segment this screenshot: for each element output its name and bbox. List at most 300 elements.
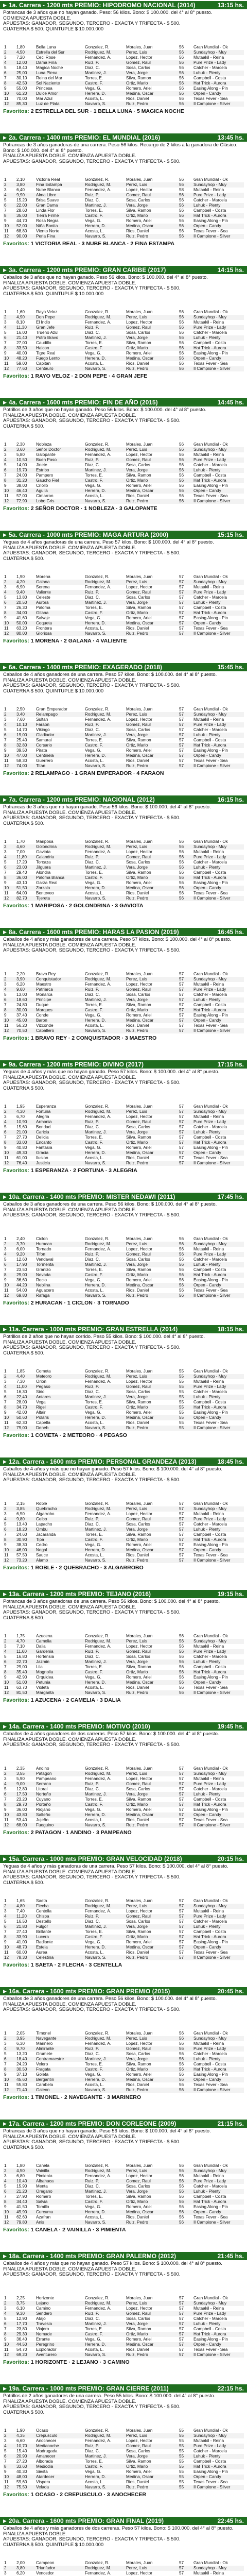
table-row <box>3 224 244 229</box>
entry-weight: 57 <box>179 1797 184 1802</box>
entry-trainer: Ortiz, Mario <box>125 2464 178 2469</box>
entry-number: 10 <box>3 886 15 891</box>
entry-weight: 56 <box>179 55 184 60</box>
entry-horse: Tornado <box>36 1247 51 1251</box>
entry-pedigree: Sundayhop - Muy <box>192 1771 244 1776</box>
table-row <box>3 1114 244 1120</box>
entry-pedigree: Orpen - Candy <box>192 1680 244 1685</box>
entry-horse: Viajero <box>36 2327 49 2331</box>
entry-jockey: Martinez, J. <box>84 1924 125 1929</box>
entry-trainer: Sosa, Carlos <box>126 198 150 202</box>
entry-pedigree: Gran Mundial - Ok <box>193 2296 228 2300</box>
entry-horse: Dama Fina <box>35 60 84 65</box>
table-row <box>3 1156 244 1161</box>
entry-weight: 57 <box>179 1950 184 1955</box>
entry-odds: 29,00 <box>15 1273 35 1278</box>
entry-trainer: Silva, Ramon <box>126 1400 151 1404</box>
entry-jockey: Diaz, C. <box>85 992 100 997</box>
entry-jockey: Diaz, C. <box>85 595 100 600</box>
entry-odds: 17,90 <box>15 1262 35 1267</box>
entry-trainer: Ortiz, Mario <box>125 2199 178 2205</box>
entry-weight: 57 <box>178 1823 192 1828</box>
entry-jockey: Vega, G. <box>85 2205 101 2209</box>
entry-pedigree: Luhuk - Plenty <box>192 335 244 341</box>
entry-horse: Luna Plena <box>35 71 84 76</box>
entry-jockey: Herrera, D. <box>84 488 125 494</box>
entry-pedigree: Sundayhop - Muy <box>192 1374 244 1379</box>
race-conditions: Potrillos de 3 años que no hayan ganado. Peso 56 kilos. Bono: $ 100.000. del 4° al 8° puesto. FINALIZA APUESTA DOBLE. COMIENZA APUESTA DOBLE. APUESTAS: GANADOR, SEGUNDO, TERCERO - EXACTA Y TRIFECTA - $ 500. CUATERNA $ 500. <box>3 408 206 429</box>
entry-horse: Gaviota <box>36 850 51 854</box>
entry-horse: Lapacho <box>36 1522 52 1527</box>
table-row <box>3 1405 244 1410</box>
entry-odds: 2,05 <box>16 2031 25 2036</box>
entries-table <box>3 45 244 107</box>
entry-pedigree: Hat Trick - Aurora <box>192 1802 244 1807</box>
entry-jockey: Diaz, C. <box>85 2316 100 2321</box>
entry-trainer: Morales, Juan <box>126 1899 153 1903</box>
race-time: 22:15 hs. <box>217 2385 244 2392</box>
table-row <box>3 346 244 351</box>
entry-horse: Benteveo <box>36 891 54 895</box>
entry-trainer: Romero, Ariel <box>126 218 152 223</box>
entry-trainer: Perez, Luis <box>125 1109 178 1114</box>
table-row <box>3 1649 244 1654</box>
table-row <box>3 722 244 727</box>
entry-odds: 32,80 <box>15 743 35 748</box>
entry-pedigree: Il Campione - Silver <box>192 1028 244 1033</box>
entry-number: 1 <box>4 45 7 49</box>
entry-jockey: Gonzalez, R. <box>85 1236 110 1241</box>
entry-number: 6 <box>3 468 15 473</box>
entry-trainer: Gomez, Raul <box>125 1649 178 1654</box>
entry-pedigree: Gran Mundial - Ok <box>193 177 228 182</box>
entry-number: 2 <box>3 1109 15 1114</box>
entry-number: 1 <box>4 707 7 711</box>
table-row <box>3 1517 244 1522</box>
entry-number: 5 <box>4 860 7 865</box>
table-row <box>3 2057 244 2062</box>
entry-horse: Caudillo <box>36 341 51 345</box>
table-row <box>3 992 244 997</box>
entry-weight: 56 <box>179 452 184 457</box>
table-row <box>3 2088 244 2093</box>
entry-horse: Orion <box>36 1379 47 1384</box>
entry-pedigree: Hat Trick - Aurora <box>192 213 244 218</box>
entry-trainer: Ortiz, Mario <box>125 213 178 218</box>
entry-pedigree: Easing Along - Pin <box>193 1807 228 1812</box>
race-time: 17:45 hs. <box>217 1193 244 1200</box>
entry-trainer: Sosa, Carlos <box>126 1389 150 1394</box>
entry-trainer: Morales, Juan <box>126 1501 153 1506</box>
table-row <box>3 2031 244 2036</box>
entry-jockey: Gonzalez, R. <box>85 177 110 182</box>
entry-weight: 57 <box>179 717 184 722</box>
entry-weight: 56 <box>178 325 192 330</box>
entry-pedigree: Gran Mundial - Ok <box>193 442 228 447</box>
entry-odds: 55,00 <box>16 86 27 91</box>
favorites-line <box>3 903 244 909</box>
favorites-label: Favoritos: <box>3 770 29 776</box>
table-row <box>3 1506 244 1512</box>
entry-number: 10 <box>3 621 15 626</box>
table-row <box>3 2072 244 2077</box>
table-row <box>3 2306 244 2311</box>
race-time: 13:15 hs. <box>217 2 244 9</box>
entry-odds: 12,90 <box>16 2316 27 2321</box>
entry-odds: 35,00 <box>15 213 35 218</box>
entry-horse: Tifon <box>35 1252 84 1257</box>
entry-jockey: Fernandez, A. <box>85 982 111 987</box>
entry-weight: 56 <box>178 2057 192 2062</box>
favorites-label: Favoritos: <box>3 2359 29 2365</box>
entry-odds: 5,80 <box>16 452 25 457</box>
entry-weight: 56 <box>178 457 192 463</box>
race-section <box>0 1324 247 1456</box>
entry-number: 10 <box>3 1680 15 1685</box>
entry-number: 3 <box>4 452 7 457</box>
entry-odds: 24,80 <box>16 1003 27 1007</box>
entry-weight: 56 <box>179 320 184 325</box>
table-row <box>3 91 244 96</box>
entry-pedigree: Catcher - Marcela <box>193 463 227 467</box>
entry-weight: 56 <box>179 2194 184 2199</box>
table-row <box>3 1532 244 1537</box>
entry-jockey: Castro, F. <box>84 2199 125 2205</box>
entry-pedigree: Hat Trick - Aurora <box>192 2464 244 2469</box>
entry-weight: 57 <box>178 2352 192 2358</box>
entry-weight: 55 <box>178 1374 192 1379</box>
entry-weight: 57 <box>179 1909 184 1913</box>
entry-odds: 70,50 <box>15 1028 35 1033</box>
race-header <box>0 2517 247 2525</box>
entry-horse: Sol Naciente <box>35 81 84 86</box>
entry-number: 10 <box>3 1018 15 1023</box>
table-row <box>3 198 244 203</box>
entry-weight: 57 <box>179 1104 184 1109</box>
entry-jockey: Martinez, J. <box>84 600 125 605</box>
entry-horse: Buen Paso <box>35 457 84 463</box>
entry-number: 7 <box>4 2327 7 2331</box>
entry-pedigree: Easing Along - Pin <box>193 351 228 355</box>
entry-odds: 55,80 <box>16 2082 27 2087</box>
entry-trainer: Sosa, Carlos <box>126 330 150 335</box>
table-row <box>3 2342 244 2347</box>
entry-jockey: Martinez, J. <box>84 1130 125 1135</box>
table-row <box>3 2036 244 2041</box>
entry-horse: Señor Doctor <box>35 447 84 452</box>
entry-jockey: Ruiz, P. <box>84 457 125 463</box>
entry-jockey: Castro, F. <box>84 1008 125 1013</box>
entry-horse: Velada <box>35 2485 84 2490</box>
entry-number: 10 <box>3 2210 15 2215</box>
entry-jockey: Herrera, D. <box>84 1283 125 1288</box>
entry-horse: Lobo Gris <box>35 499 84 504</box>
entry-horse: Celeste <box>36 595 50 600</box>
race-section <box>0 530 247 662</box>
entry-weight: 56 <box>179 2174 184 2178</box>
entry-jockey: Vega, G. <box>85 880 101 885</box>
entry-horse: Marques <box>35 1008 84 1013</box>
entry-trainer: Rios, Daniel <box>126 2347 149 2352</box>
entry-horse: Errante <box>36 2337 50 2342</box>
entry-odds: 6,60 <box>16 2438 25 2443</box>
entry-number: 5 <box>4 1654 7 1659</box>
entry-pedigree: Catcher - Marcela <box>193 65 227 70</box>
entry-pedigree: Hat Trick - Aurora <box>192 478 244 483</box>
entry-horse: Delicia <box>36 1135 49 1140</box>
entry-trainer: Ortiz, Mario <box>125 1273 178 1278</box>
entry-pedigree: Catcher - Marcela <box>193 2316 227 2321</box>
entry-horse: Faraon <box>35 722 84 727</box>
entry-jockey: Rodriguez, M. <box>84 2036 125 2041</box>
entry-odds: 20,90 <box>15 2454 35 2459</box>
entry-odds: 23,80 <box>16 2327 27 2331</box>
entry-horse: Vainilla <box>35 2168 84 2174</box>
race-section <box>0 397 247 530</box>
entry-jockey: Castro, F. <box>84 1405 125 1410</box>
entry-jockey: Herrera, D. <box>84 1548 125 1553</box>
favorites-label: Favoritos: <box>3 638 29 644</box>
entry-weight: 56 <box>178 193 192 198</box>
entry-weight: 57 <box>179 2306 184 2311</box>
entry-jockey: Navarro, S. <box>84 764 125 769</box>
entry-odds: 18,40 <box>16 65 27 70</box>
entry-weight: 57 <box>178 590 192 595</box>
entry-trainer: Ortiz, Mario <box>125 1802 178 1807</box>
entry-horse: Sirio <box>36 1389 45 1394</box>
entry-odds: 42,00 <box>16 1410 27 1415</box>
entry-horse: Rocio <box>36 1278 47 1282</box>
entry-pedigree: Il Campione - Silver <box>192 1426 244 1431</box>
entry-pedigree: Gran Mundial - Ok <box>193 707 228 711</box>
entry-horse: Azucena <box>36 1634 52 1638</box>
favorites-value: 1 SAETA · 2 FLECHA · 3 CENTELLA <box>30 1962 122 1968</box>
table-row <box>3 2301 244 2306</box>
table-row <box>3 1782 244 1787</box>
entry-jockey: Torres, E. <box>85 738 103 742</box>
entry-number: 11 <box>4 1023 9 1028</box>
entry-odds: 1,60 <box>16 310 25 314</box>
race-conditions: Caballos de 3 años ganadores de una carrera. Peso 56 kilos. Bono: $ 100.000. del 4° al 8° puesto. FINALIZA APUESTA DOBLE. COMIENZA APUESTA DOBLE. APUESTAS: GANADOR, SEGUNDO, TERCERO - EXACTA Y TRIFECTA - $ 500. <box>3 1996 217 2012</box>
entry-pedigree: Il Campione - Silver <box>192 101 244 107</box>
entry-odds: 3,80 <box>15 182 35 188</box>
favorites-value: 1 VICTORIA REAL · 3 NUBE BLANCA · 2 FINA ESTAMPA <box>30 241 174 247</box>
entry-horse: Tipa <box>35 1537 84 1543</box>
entry-jockey: Acosta, L. <box>85 2347 104 2352</box>
entry-odds: 61,20 <box>15 91 35 96</box>
race-time: 22:45 hs. <box>217 2517 244 2524</box>
entry-number: 5 <box>4 2052 7 2056</box>
entry-odds: 19,70 <box>15 468 35 473</box>
entry-number: 2 <box>3 844 15 850</box>
entry-number: 9 <box>4 1675 7 1680</box>
entry-jockey: Herrera, D. <box>84 356 125 361</box>
entry-pedigree: Gran Mundial - Ok <box>193 1369 228 1374</box>
entry-pedigree: Sundayhop - Muy <box>192 977 244 982</box>
entry-jockey: Fernandez, A. <box>85 1114 111 1119</box>
entry-number: 4 <box>3 1914 15 1919</box>
entry-trainer: Ruiz, Pedro <box>125 499 178 504</box>
entry-pedigree: Il Campione - Silver <box>192 2088 244 2093</box>
entry-jockey: Rodriguez, M. <box>84 447 125 452</box>
entry-odds: 9,30 <box>15 2311 35 2316</box>
entry-trainer: Gomez, Raul <box>125 1252 178 1257</box>
entry-pedigree: Gran Mundial - Ok <box>193 1634 228 1638</box>
entry-odds: 29,30 <box>15 2332 35 2337</box>
entry-jockey: Ruiz, P. <box>84 1517 125 1522</box>
entry-trainer: Morales, Juan <box>126 2163 153 2168</box>
entry-weight: 56 <box>178 1659 192 1665</box>
entry-pedigree: Hat Trick - Aurora <box>192 1935 244 1940</box>
entry-number: 2 <box>3 1506 15 1512</box>
entry-pedigree: Sundayhop - Muy <box>192 447 244 452</box>
table-row <box>3 213 244 218</box>
table-row <box>3 1278 244 1283</box>
entry-trainer: Morales, Juan <box>126 574 153 579</box>
entry-number: 8 <box>3 2464 15 2469</box>
entry-horse: Vencedor <box>36 2571 54 2575</box>
entry-pedigree: Catcher - Marcela <box>193 992 227 997</box>
entry-weight: 57 <box>179 2347 184 2352</box>
entry-odds: 41,50 <box>16 2205 27 2209</box>
entry-number: 3 <box>4 55 7 60</box>
entry-trainer: Sosa, Carlos <box>126 992 150 997</box>
entry-weight: 57 <box>179 585 184 589</box>
entry-jockey: Martinez, J. <box>84 1527 125 1532</box>
entry-jockey: Diaz, C. <box>85 860 100 865</box>
entry-trainer: Romero, Ariel <box>126 880 152 885</box>
entry-odds: 78,30 <box>15 1955 35 1960</box>
entry-odds: 44,20 <box>15 1283 35 1288</box>
entry-jockey: Diaz, C. <box>85 727 100 732</box>
entry-jockey: Torres, E. <box>85 1400 103 1404</box>
entry-odds: 37,40 <box>16 1013 27 1018</box>
entry-odds: 6,70 <box>16 1114 25 1119</box>
entry-weight: 56 <box>179 1278 184 1282</box>
entry-horse: Vikingo <box>36 727 50 732</box>
entry-horse: Brillante <box>36 1929 51 1934</box>
entry-weight: 56 <box>178 101 192 107</box>
entry-weight: 55 <box>179 2480 184 2484</box>
entry-weight: 56 <box>178 875 192 880</box>
table-row <box>3 1685 244 1690</box>
entry-trainer: Ruiz, Pedro <box>125 2352 178 2358</box>
entry-odds: 9,60 <box>15 987 35 992</box>
entry-pedigree: Sundayhop - Muy <box>192 712 244 717</box>
entry-horse: Vendaval <box>36 1257 54 1262</box>
entry-trainer: Sosa, Carlos <box>126 1654 150 1659</box>
entry-number: 5 <box>4 1919 7 1924</box>
entry-weight: 57 <box>178 764 192 769</box>
entry-weight: 55 <box>179 2459 184 2464</box>
entry-odds: 11,00 <box>15 1384 35 1389</box>
entry-odds: 30,00 <box>15 1008 35 1013</box>
entry-jockey: Fernandez, A. <box>85 188 111 192</box>
entry-horse: Halcon <box>35 346 84 351</box>
entry-pedigree: Gran Mundial - Ok <box>193 1104 228 1109</box>
entry-horse: Ocaso <box>36 2428 48 2433</box>
entry-horse: Salteño <box>35 1812 84 1818</box>
entry-number: 6 <box>3 1659 15 1665</box>
entry-odds: 90,00 <box>15 234 35 239</box>
entry-pedigree: Pure Prize - Lady <box>192 2444 244 2449</box>
entry-jockey: Martinez, J. <box>84 203 125 208</box>
entry-odds: 68,00 <box>15 1823 35 1828</box>
entry-weight: 57 <box>179 1532 184 1537</box>
entry-odds: 45,00 <box>15 1018 35 1023</box>
entry-weight: 56 <box>178 1639 192 1644</box>
entry-horse: Titan <box>35 764 84 769</box>
entry-trainer: Silva, Ramon <box>126 473 151 478</box>
entry-odds: 2,35 <box>16 1766 25 1771</box>
entry-odds: 45,60 <box>15 2077 35 2082</box>
entry-weight: 55 <box>179 1410 184 1415</box>
entry-jockey: Acosta, L. <box>85 626 104 631</box>
entry-horse: Anochecer <box>36 2438 57 2443</box>
entry-weight: 56 <box>178 224 192 229</box>
entry-odds: 28,00 <box>16 1400 27 1404</box>
entry-trainer: Lopez, Hector <box>126 55 152 60</box>
table-row <box>3 605 244 611</box>
entry-horse: Potro Bravo <box>35 335 84 341</box>
entry-number: 5 <box>4 1787 7 1791</box>
entry-odds: 7,10 <box>16 1644 25 1649</box>
table-row <box>3 580 244 585</box>
entry-trainer: Perez, Luis <box>125 1904 178 1909</box>
entry-trainer: Romero, Ariel <box>126 351 152 355</box>
entry-number: 5 <box>4 2316 7 2321</box>
favorites-label: Favoritos: <box>3 903 29 909</box>
entry-weight: 56 <box>178 1680 192 1685</box>
entry-horse: Orquidea <box>36 1675 54 1680</box>
entry-horse: Norteño <box>35 1792 84 1797</box>
entry-number: 7 <box>4 2459 7 2464</box>
table-row <box>3 86 244 91</box>
entry-trainer: Perez, Luis <box>125 2566 178 2571</box>
entry-odds: 1,80 <box>16 2163 25 2168</box>
table-row <box>3 234 244 239</box>
entry-pedigree: Hat Trick - Aurora <box>192 1670 244 1675</box>
entry-odds: 46,40 <box>15 488 35 494</box>
entry-horse: Don Pepe <box>35 315 84 320</box>
entry-pedigree: Hat Trick - Aurora <box>192 611 244 616</box>
entry-jockey: Vega, G. <box>85 1807 101 1812</box>
entry-trainer: Medina, Oscar <box>125 488 178 494</box>
table-row <box>3 1384 244 1389</box>
entry-number: 12 <box>3 2485 15 2490</box>
entry-weight: 56 <box>178 1242 192 1247</box>
entry-number: 12 <box>3 101 15 107</box>
entry-jockey: Acosta, L. <box>85 1288 104 1293</box>
entry-jockey: Gonzalez, R. <box>85 2296 110 2300</box>
race-time: 20:15 hs. <box>217 1855 244 1862</box>
entry-pedigree: Hat Trick - Aurora <box>192 1140 244 1145</box>
entry-trainer: Ortiz, Mario <box>125 743 178 748</box>
entry-horse: Peregrino <box>35 2342 84 2347</box>
race-section <box>0 1456 247 1589</box>
entry-jockey: Torres, E. <box>85 870 103 875</box>
entry-number: 8 <box>3 1537 15 1543</box>
bullet-icon: ▶ <box>3 1326 7 1332</box>
entry-pedigree: Il Campione - Silver <box>192 1955 244 1960</box>
entry-number: 1 <box>4 2296 7 2300</box>
entry-jockey: Rodriguez, M. <box>84 50 125 55</box>
entry-trainer: Vera, Jorge <box>125 997 178 1003</box>
entry-horse: Reina del Mar <box>36 76 62 80</box>
entry-weight: 57 <box>178 631 192 636</box>
entry-pedigree: Il Campione - Silver <box>192 631 244 636</box>
entry-odds: 80,00 <box>15 631 35 636</box>
